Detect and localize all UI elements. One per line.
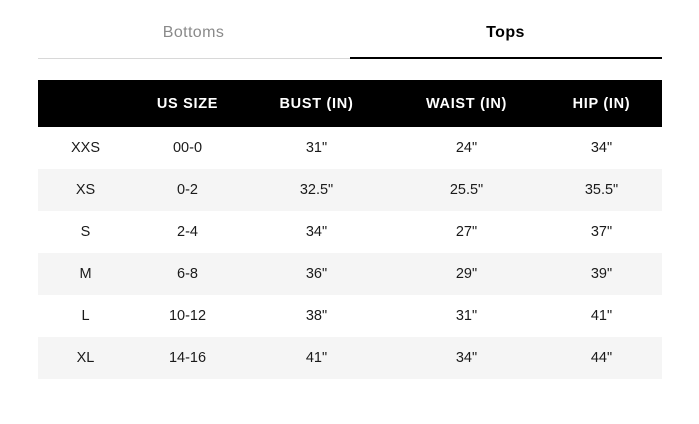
cell-size: XXS xyxy=(38,127,134,169)
cell-size: XL xyxy=(38,337,134,379)
cell-size: M xyxy=(38,253,134,295)
cell-us-size: 0-2 xyxy=(134,169,242,211)
tab-tops-label: Tops xyxy=(486,24,525,41)
cell-us-size: 10-12 xyxy=(134,295,242,337)
cell-us-size: 6-8 xyxy=(134,253,242,295)
tab-bottoms-label: Bottoms xyxy=(162,24,225,41)
cell-size: XS xyxy=(38,169,134,211)
table-row xyxy=(38,211,662,253)
cell-bust: 41" xyxy=(242,337,392,379)
table-header xyxy=(38,80,662,127)
column-header-bust: BUST (IN) xyxy=(242,80,392,127)
table-row xyxy=(38,295,662,337)
cell-hip: 44" xyxy=(542,337,662,379)
cell-bust: 32.5" xyxy=(242,169,392,211)
cell-us-size: 00-0 xyxy=(134,127,242,169)
cell-bust: 31" xyxy=(242,127,392,169)
cell-hip: 41" xyxy=(542,295,662,337)
table-row xyxy=(38,253,662,295)
column-header-size xyxy=(38,80,134,127)
cell-waist: 25.5" xyxy=(392,169,542,211)
column-header-hip: HIP (IN) xyxy=(542,80,662,127)
cell-bust: 36" xyxy=(242,253,392,295)
table-row xyxy=(38,127,662,169)
cell-waist: 29" xyxy=(392,253,542,295)
size-chart-tabs xyxy=(38,0,662,59)
cell-size: L xyxy=(38,295,134,337)
cell-hip: 39" xyxy=(542,253,662,295)
cell-waist: 24" xyxy=(392,127,542,169)
cell-us-size: 14-16 xyxy=(134,337,242,379)
table-body xyxy=(38,127,662,379)
cell-waist: 34" xyxy=(392,337,542,379)
table-row xyxy=(38,169,662,211)
cell-bust: 38" xyxy=(242,295,392,337)
column-header-us-size: US SIZE xyxy=(134,80,242,127)
cell-hip: 34" xyxy=(542,127,662,169)
tab-bottoms[interactable] xyxy=(38,18,350,59)
cell-hip: 35.5" xyxy=(542,169,662,211)
cell-waist: 31" xyxy=(392,295,542,337)
size-chart-table xyxy=(38,80,662,379)
cell-hip: 37" xyxy=(542,211,662,253)
cell-bust: 34" xyxy=(242,211,392,253)
tab-tops[interactable] xyxy=(350,18,662,59)
table-header-row xyxy=(38,80,662,127)
cell-size: S xyxy=(38,211,134,253)
cell-waist: 27" xyxy=(392,211,542,253)
column-header-waist: WAIST (IN) xyxy=(392,80,542,127)
cell-us-size: 2-4 xyxy=(134,211,242,253)
table-row xyxy=(38,337,662,379)
